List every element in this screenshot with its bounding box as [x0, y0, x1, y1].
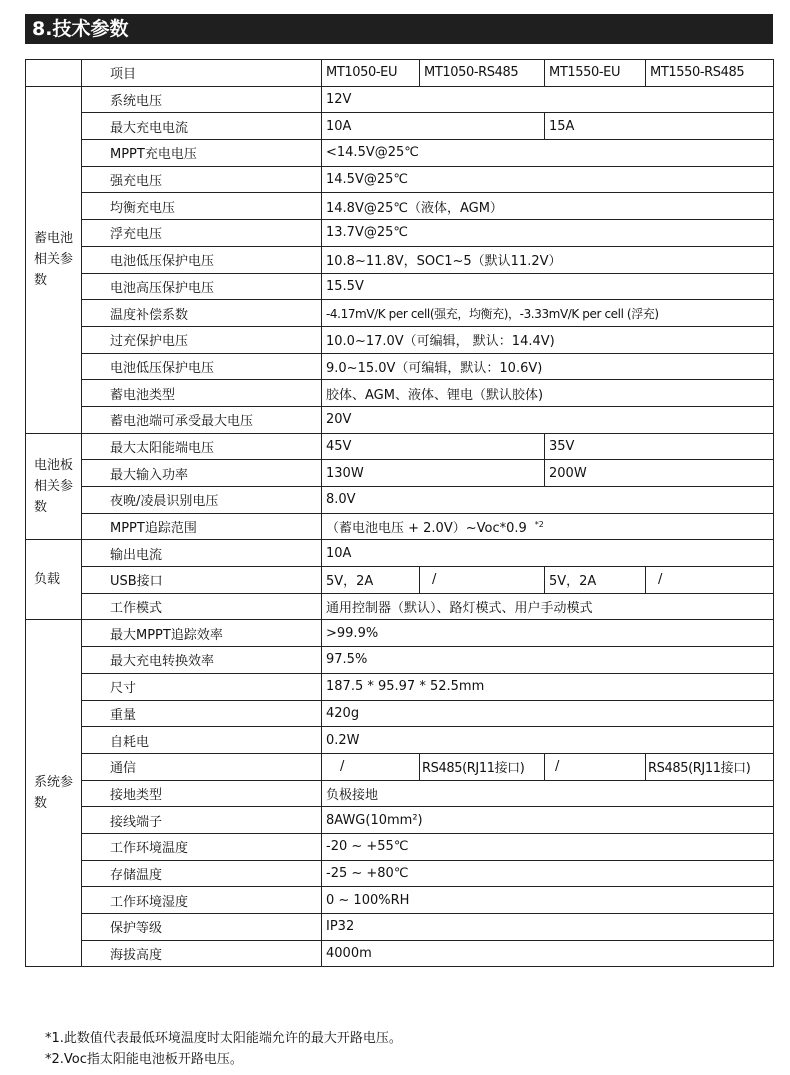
table-row: [26, 620, 774, 647]
row-value: 胶体、AGM、液体、锂电（默认胶体): [322, 380, 774, 407]
row-label: 存储温度: [82, 860, 322, 887]
row-label: 电池低压保护电压: [82, 353, 322, 380]
row-label: 最大MPPT追踪效率: [82, 620, 322, 647]
row-value: -20 ~ +55℃: [322, 833, 774, 860]
row-label: 均衡充电压: [82, 193, 322, 220]
row-label: MPPT充电电压: [82, 140, 322, 167]
row-value: [322, 513, 774, 540]
table-row: [26, 220, 774, 247]
row-label: 电池低压保护电压: [82, 246, 322, 273]
row-value: IP32: [322, 914, 774, 941]
row-label: 尺寸: [82, 673, 322, 700]
cell-mt1050-eu: /: [322, 753, 420, 780]
row-value: 0.2W: [322, 727, 774, 754]
row-value-1050: 10A: [322, 113, 545, 140]
table-row: [26, 406, 774, 433]
row-value: 97.5%: [322, 647, 774, 674]
row-value: 10.0~17.0V（可编辑， 默认：14.4V): [322, 326, 774, 353]
spec-table: [25, 59, 774, 967]
row-label: 最大充电转换效率: [82, 647, 322, 674]
row-label: 输出电流: [82, 540, 322, 567]
table-row: [26, 593, 774, 620]
row-label: 蓄电池类型: [82, 380, 322, 407]
row-label: 接线端子: [82, 807, 322, 834]
row-value: 4000m: [322, 940, 774, 967]
table-row: [26, 86, 774, 113]
table-row: [26, 193, 774, 220]
row-value: 10.8~11.8V，SOC1~5（默认11.2V）: [322, 246, 774, 273]
table-row: [26, 353, 774, 380]
table-row: [26, 380, 774, 407]
row-label: 工作环境湿度: [82, 887, 322, 914]
row-value: -25 ~ +80℃: [322, 860, 774, 887]
table-row: [26, 860, 774, 887]
group-load: 负载: [26, 540, 82, 620]
table-row: [26, 700, 774, 727]
table-row: [26, 914, 774, 941]
row-value-1550: 35V: [545, 433, 774, 460]
row-label: 工作环境温度: [82, 833, 322, 860]
table-row: [26, 780, 774, 807]
row-value: 14.8V@25℃（液体，AGM）: [322, 193, 774, 220]
header-model-3: MT1550-EU: [545, 60, 646, 87]
table-row: [26, 326, 774, 353]
row-label: 强充电压: [82, 166, 322, 193]
header-model-2: MT1050-RS485: [420, 60, 545, 87]
table-row: [26, 807, 774, 834]
row-value-1050: 45V: [322, 433, 545, 460]
row-value: 负极接地: [322, 780, 774, 807]
row-value: 187.5 * 95.97 * 52.5mm: [322, 673, 774, 700]
footnote-2: *2.Voc指太阳能电池板开路电压。: [45, 1052, 243, 1067]
row-value: 8AWG(10mm²): [322, 807, 774, 834]
row-value: 13.7V@25℃: [322, 220, 774, 247]
row-label: 夜晚/凌晨识别电压: [82, 487, 322, 514]
table-row: [26, 727, 774, 754]
group-system: 系统参数: [26, 620, 82, 967]
table-row: [26, 166, 774, 193]
row-label: 蓄电池端可承受最大电压: [82, 406, 322, 433]
section-title: 8.技术参数: [25, 14, 773, 44]
table-row: [26, 300, 774, 327]
cell-mt1550-rs485: RS485(RJ11接口): [646, 753, 774, 780]
header-item: 项目: [82, 60, 322, 87]
row-value-1550: 15A: [545, 113, 774, 140]
table-row: [26, 833, 774, 860]
header-model-1: MT1050-EU: [322, 60, 420, 87]
cell-mt1550-eu: 5V，2A: [545, 567, 646, 594]
group-battery: 蓄电池相关参数: [26, 86, 82, 433]
row-value: 12V: [322, 86, 774, 113]
table-row: [26, 140, 774, 167]
row-value: 9.0~15.0V（可编辑，默认：10.6V): [322, 353, 774, 380]
row-label: 通信: [82, 753, 322, 780]
table-row: [26, 460, 774, 487]
row-value: 20V: [322, 406, 774, 433]
row-label: 自耗电: [82, 727, 322, 754]
table-row: [26, 940, 774, 967]
row-value: 通用控制器（默认）、路灯模式、用户手动模式: [322, 593, 774, 620]
table-row: [26, 567, 774, 594]
cell-mt1050-rs485: RS485(RJ11接口): [420, 753, 545, 780]
row-label: MPPT追踪范围: [82, 513, 322, 540]
row-value: -4.17mV/K per cell(强充，均衡充)，-3.33mV/K per cell (浮充): [322, 300, 774, 327]
row-value-1550: 200W: [545, 460, 774, 487]
table-row: [26, 887, 774, 914]
header-blank: [26, 60, 82, 87]
row-value: 420g: [322, 700, 774, 727]
table-row: [26, 273, 774, 300]
row-label: 最大输入功率: [82, 460, 322, 487]
footnote-mark: *2: [534, 519, 544, 529]
table-row: [26, 753, 774, 780]
row-value: 14.5V@25℃: [322, 166, 774, 193]
group-solar: 电池板相关参数: [26, 433, 82, 540]
row-label: 最大太阳能端电压: [82, 433, 322, 460]
row-label: 电池高压保护电压: [82, 273, 322, 300]
table-header-row: [26, 60, 774, 87]
row-label: 重量: [82, 700, 322, 727]
footnote-1: *1.此数值代表最低环境温度时太阳能端允许的最大开路电压。: [45, 1031, 402, 1046]
row-value: 0 ~ 100%RH: [322, 887, 774, 914]
cell-mt1050-rs485: /: [420, 567, 545, 594]
footnotes: [45, 1028, 402, 1070]
row-label: 海拔高度: [82, 940, 322, 967]
row-label: 保护等级: [82, 914, 322, 941]
table-row: [26, 647, 774, 674]
row-value: 8.0V: [322, 487, 774, 514]
row-label: 工作模式: [82, 593, 322, 620]
table-row: [26, 513, 774, 540]
row-label: 过充保护电压: [82, 326, 322, 353]
table-row: [26, 487, 774, 514]
row-label: 温度补偿系数: [82, 300, 322, 327]
cell-mt1550-rs485: /: [646, 567, 774, 594]
row-label: USB接口: [82, 567, 322, 594]
row-value: 10A: [322, 540, 774, 567]
table-row: [26, 673, 774, 700]
row-label: 浮充电压: [82, 220, 322, 247]
row-label: 最大充电电流: [82, 113, 322, 140]
header-model-4: MT1550-RS485: [646, 60, 774, 87]
row-value: >99.9%: [322, 620, 774, 647]
mppt-range-value: （蓄电池电压 + 2.0V）~Voc*0.9: [326, 521, 527, 537]
table-row: [26, 540, 774, 567]
row-label: 接地类型: [82, 780, 322, 807]
row-value: <14.5V@25℃: [322, 140, 774, 167]
table-row: [26, 433, 774, 460]
cell-mt1050-eu: 5V，2A: [322, 567, 420, 594]
cell-mt1550-eu: /: [545, 753, 646, 780]
row-label: 系统电压: [82, 86, 322, 113]
table-row: [26, 113, 774, 140]
row-value-1050: 130W: [322, 460, 545, 487]
table-row: [26, 246, 774, 273]
row-value: 15.5V: [322, 273, 774, 300]
